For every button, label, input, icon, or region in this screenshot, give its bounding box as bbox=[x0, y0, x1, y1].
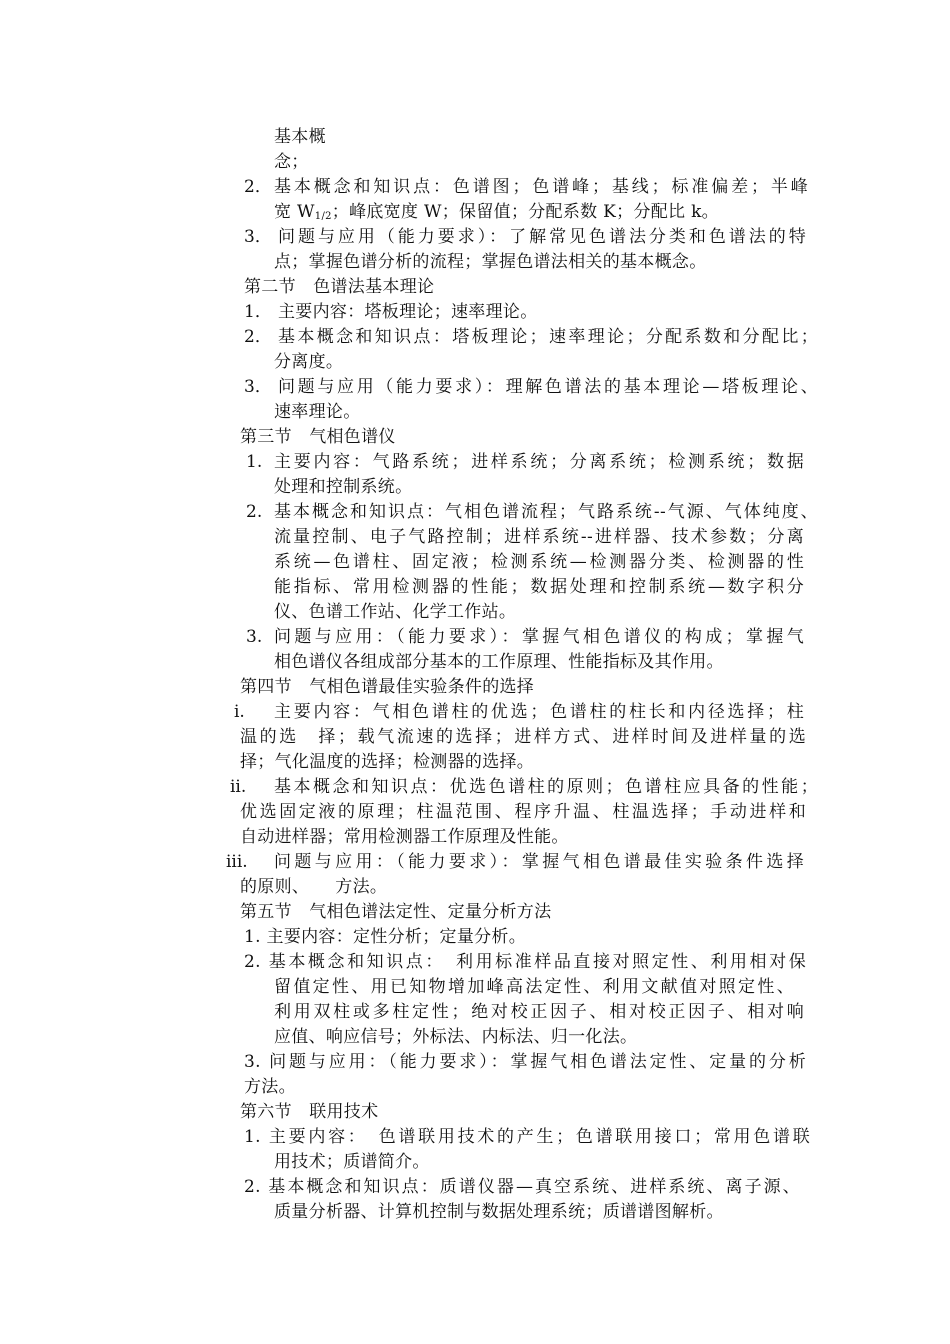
list-number: i. bbox=[234, 702, 245, 722]
section-heading: 第三节 气相色谱仪 bbox=[240, 427, 396, 447]
list-number: 1． bbox=[244, 302, 272, 322]
list-number: 3． bbox=[244, 377, 272, 397]
text-line: 能指标、常用检测器的性能；数据处理和控制系统—数字积分 bbox=[274, 577, 804, 597]
list-number: 2． bbox=[244, 327, 272, 347]
text-line: 自动进样器；常用检测器工作原理及性能。 bbox=[240, 827, 569, 847]
list-number: ii. bbox=[230, 777, 247, 797]
text-line: 问题与应用（能力要求）：了解常见色谱法分类和色谱法的特 bbox=[278, 227, 806, 247]
section-heading: 第二节 色谱法基本理论 bbox=[244, 277, 435, 297]
text-line: 温的选 择；载气流速的选择；进样方式、进样时间及进样量的选 bbox=[240, 727, 806, 747]
text-line: 问题与应用：（能力要求）：掌握气相色谱仪的构成；掌握气 bbox=[274, 627, 804, 647]
text-line: 主要内容：气相色谱柱的优选；色谱柱的柱长和内径选择；柱 bbox=[274, 702, 804, 722]
text-line: 速率理论。 bbox=[274, 402, 361, 422]
list-number: 1. bbox=[246, 452, 263, 472]
subscript: 1/2 bbox=[314, 211, 332, 222]
text-line: 流量控制、电子气路控制；进样系统--进样器、技术参数；分离 bbox=[274, 527, 804, 547]
text-line: 基本概念和知识点：气相色谱流程；气路系统--气源、气体纯度、 bbox=[274, 502, 818, 522]
text-line: 问题与应用：（能力要求）：掌握气相色谱最佳实验条件选择 bbox=[274, 852, 804, 872]
text-line: 利用双柱或多柱定性；绝对校正因子、相对校正因子、相对响 bbox=[274, 1002, 804, 1022]
text-line: 主要内容：塔板理论；速率理论。 bbox=[278, 302, 538, 322]
text-line: 基本概念和知识点：色谱图；色谱峰；基线；标准偏差；半峰 bbox=[274, 177, 808, 197]
list-number: 3． bbox=[244, 227, 272, 247]
text-line: 处理和控制系统。 bbox=[274, 477, 413, 497]
text-line: 3. 问题与应用：（能力要求）：掌握气相色谱法定性、定量的分析 bbox=[244, 1052, 806, 1072]
list-number: 3. bbox=[246, 627, 263, 647]
text-line: 基本概念和知识点：塔板理论；速率理论；分配系数和分配比； bbox=[278, 327, 818, 347]
text-line: 仪、色谱工作站、化学工作站。 bbox=[274, 602, 517, 622]
text-line: 留值定性、用已知物增加峰高法定性、利用文献值对照定性、 bbox=[274, 977, 794, 997]
text-line: 1. 主要内容： 色谱联用技术的产生；色谱联用接口；常用色谱联 bbox=[244, 1127, 810, 1147]
text-line: 基本概念和知识点：优选色谱柱的原则；色谱柱应具备的性能； bbox=[274, 777, 818, 797]
text-line: 念； bbox=[274, 152, 309, 172]
text-line: 点；掌握色谱分析的流程；掌握色谱法相关的基本概念。 bbox=[274, 252, 707, 272]
section-heading: 第五节 气相色谱法定性、定量分析方法 bbox=[240, 902, 552, 922]
text-line: 相色谱仪各组成部分基本的工作原理、性能指标及其作用。 bbox=[274, 652, 724, 672]
text-line: 应值、响应信号；外标法、内标法、归一化法。 bbox=[274, 1027, 638, 1047]
text-line: 用技术；质谱简介。 bbox=[274, 1152, 430, 1172]
text-line: 方法。 bbox=[244, 1077, 296, 1097]
list-number: 2. bbox=[246, 502, 263, 522]
text-fragment: ；峰底宽度 W；保留值；分配系数 K；分配比 k。 bbox=[331, 202, 719, 222]
text-line: 基本概 bbox=[274, 127, 326, 147]
text-line: 2. 基本概念和知识点：质谱仪器—真空系统、进样系统、离子源、 bbox=[244, 1177, 800, 1197]
section-heading: 第六节 联用技术 bbox=[240, 1102, 379, 1122]
text-line: 质量分析器、计算机控制与数据处理系统；质谱谱图解析。 bbox=[274, 1202, 724, 1222]
text-line: 1. 主要内容：定性分析；定量分析。 bbox=[244, 927, 527, 947]
list-number: iii. bbox=[226, 852, 248, 872]
text-line: 择；气化温度的选择；检测器的选择。 bbox=[240, 752, 535, 772]
text-line: 优选固定液的原理；柱温范围、程序升温、柱温选择；手动进样和 bbox=[240, 802, 806, 822]
text-line: 系统—色谱柱、固定液；检测系统—检测器分类、检测器的性 bbox=[274, 552, 804, 572]
list-number: 2． bbox=[244, 177, 272, 197]
text-line: 问题与应用（能力要求）：理解色谱法的基本理论—塔板理论、 bbox=[278, 377, 818, 397]
section-heading: 第四节 气相色谱最佳实验条件的选择 bbox=[240, 677, 535, 697]
text-line: 分离度。 bbox=[274, 352, 344, 372]
text-line: 2. 基本概念和知识点： 利用标准样品直接对照定性、利用相对保 bbox=[244, 952, 806, 972]
text-line: 主要内容：气路系统；进样系统；分离系统；检测系统；数据 bbox=[274, 452, 804, 472]
text-fragment: 宽 W bbox=[274, 202, 315, 222]
text-line: 的原则、 方法。 bbox=[240, 877, 388, 897]
